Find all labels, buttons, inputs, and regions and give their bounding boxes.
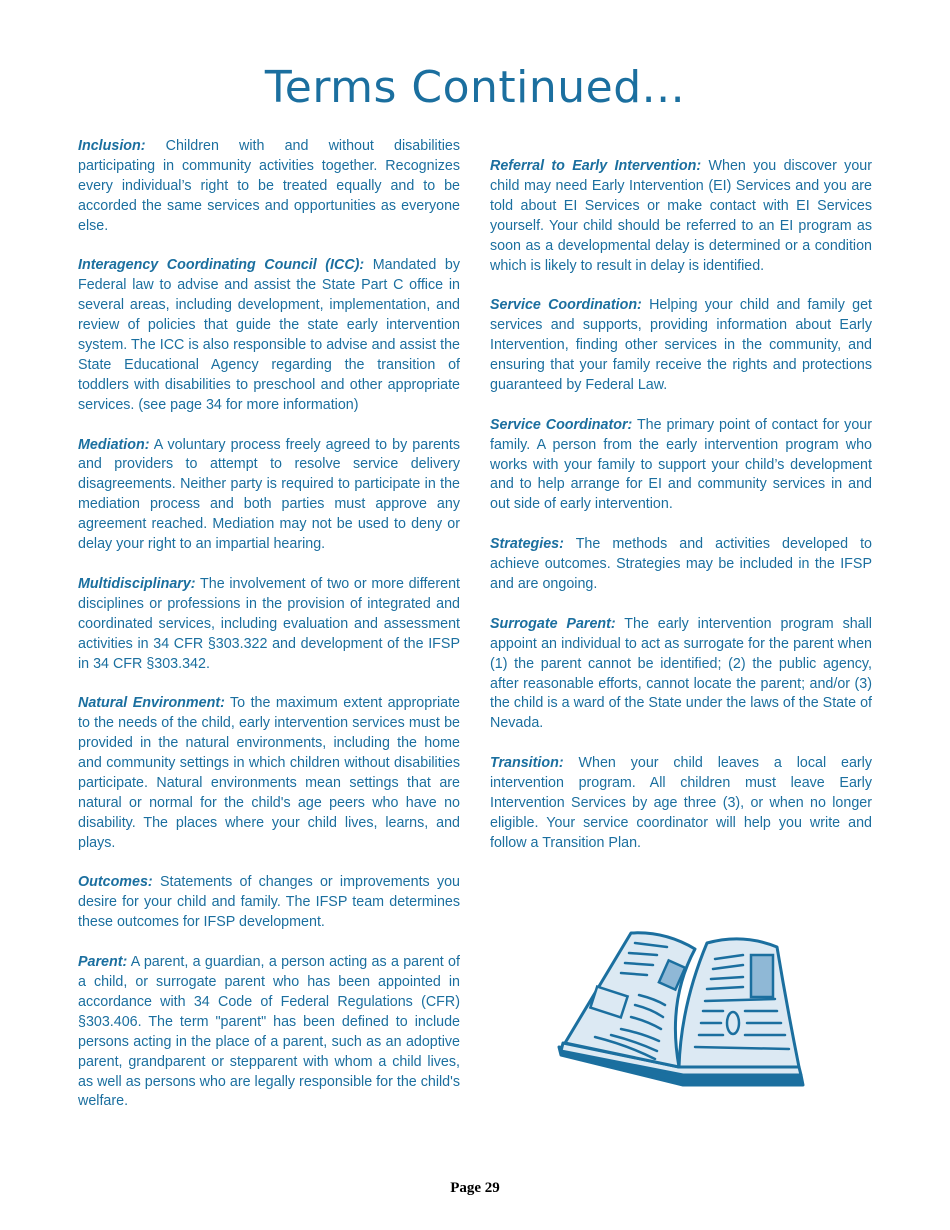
glossary-entry-multidisciplinary — [78, 575, 460, 675]
glossary-entry-transition — [490, 754, 872, 854]
term-label: Referral to Early Intervention: — [490, 158, 702, 174]
glossary-entry-strategies — [490, 535, 872, 595]
term-label: Natural Environment: — [78, 695, 225, 712]
glossary-entry-parent — [78, 953, 460, 1112]
glossary-entry-surrogate-parent — [490, 615, 872, 734]
term-label: Outcomes: — [78, 874, 153, 891]
term-definition: Children with and without disabilities participating in community activities together. Recognizes every individual’s right to be treated equally and to be accorded the same services and opportunities as everyone else. — [78, 138, 460, 234]
term-definition: A parent, a guardian, a person acting as a parent of a child, or surrogate parent who has been appointed in accordance with 34 Code of Federal Regulations (CFR) §303.406. The term "parent" has been defined to include persons acting in the place of a parent, such as an adoptive parent, grandparent or stepparent with whom a child lives, as well as persons who are legally responsible for the child's welfare. — [78, 954, 460, 1110]
glossary-entry-inclusion — [78, 137, 460, 237]
term-label: Service Coordinator: — [490, 416, 633, 433]
term-label: Parent: — [78, 954, 128, 971]
open-book-icon — [555, 925, 805, 1095]
glossary-entry-icc — [78, 256, 460, 415]
glossary-entry-service-coordination — [490, 296, 872, 396]
term-definition: The early intervention program shall appoint an individual to act as surrogate for the parent when (1) the parent cannot be identified; (2) the public agency, after reasonable efforts, cannot locate the parent; and/or (3) the child is a ward of the State under the laws of the State of Nevada. — [490, 615, 872, 732]
left-column — [78, 137, 460, 1132]
term-definition: When you discover your child may need Early Intervention (EI) Services and you are told about EI Services or make contact with EI Services yourself. Your child should be referred to an EI program as soon as a developmental delay is determined or a condition which is likely to result in delay is identified. — [490, 158, 872, 274]
term-definition: To the maximum extent appropriate to the needs of the child, early intervention services must be provided in the natural environments, including the home and community settings in which children without disabilities participate. Natural environments mean settings that are natural or normal for the child's age peers who have no disability. The places where your child lives, learns, and plays. — [78, 695, 460, 851]
page-number: Page 29 — [450, 1180, 500, 1196]
term-label: Transition: — [490, 755, 564, 772]
glossary-entry-outcomes — [78, 873, 460, 933]
term-label: Inclusion: — [78, 138, 146, 154]
term-label: Multidisciplinary: — [78, 575, 196, 592]
glossary-entry-service-coordinator — [490, 416, 872, 516]
glossary-entry-referral — [490, 157, 872, 276]
term-label: Service Coordination: — [490, 297, 642, 314]
term-definition: The involvement of two or more different disciplines or professions in the provision of integrated and coordinated services, including evaluation and assessment activities in 34 CFR §303.322 and development of the IFSP in 34 CFR §303.342. — [78, 575, 460, 672]
glossary-entry-mediation — [78, 436, 460, 555]
page-title: Terms Continued... — [264, 62, 686, 113]
term-label: Mediation: — [78, 436, 150, 453]
term-definition: When your child leaves a local early intervention program. All children must leave Early Intervention Services by age three (3), or when no longer eligible. Your service coordinator will help you write and follow a Transition Plan. — [490, 755, 872, 851]
term-definition: Mandated by Federal law to advise and assist the State Part C office in several areas, including development, implementation, and review of policies that guide the state early intervention system. The ICC is also responsible to advise and assist the State Educational Agency regarding the transition of toddlers with disabilities to preschool and other appropriate services. (see page 34 for more information) — [78, 257, 460, 413]
glossary-entry-natural-environment — [78, 694, 460, 853]
term-label: Strategies: — [490, 536, 564, 553]
term-definition: Statements of changes or improvements you desire for your child and family. The IFSP team determines these outcomes for IFSP development. — [78, 874, 460, 931]
term-definition: The primary point of contact for your family. A person from the early intervention program who works with your family to support your child’s development and to help arrange for EI and community services in and out side of early intervention. — [490, 416, 872, 513]
term-label: Interagency Coordinating Council (ICC): — [78, 257, 365, 274]
term-definition: Helping your child and family get services and supports, providing information about Early Intervention, finding other services in the community, and ensuring that your family receive the rights and protections guaranteed by Federal Law. — [490, 297, 872, 393]
right-column — [490, 157, 872, 874]
term-definition: The methods and activities developed to achieve outcomes. Strategies may be included in the IFSP and are ongoing. — [490, 536, 872, 592]
term-label: Surrogate Parent: — [490, 615, 616, 632]
term-definition: A voluntary process freely agreed to by parents and providers to attempt to resolve service delivery disagreements. Neither party is required to participate in the mediation process and both parties must approve any agreement reached. Mediation may not be used to deny or delay your right to an impartial hearing. — [78, 436, 460, 553]
